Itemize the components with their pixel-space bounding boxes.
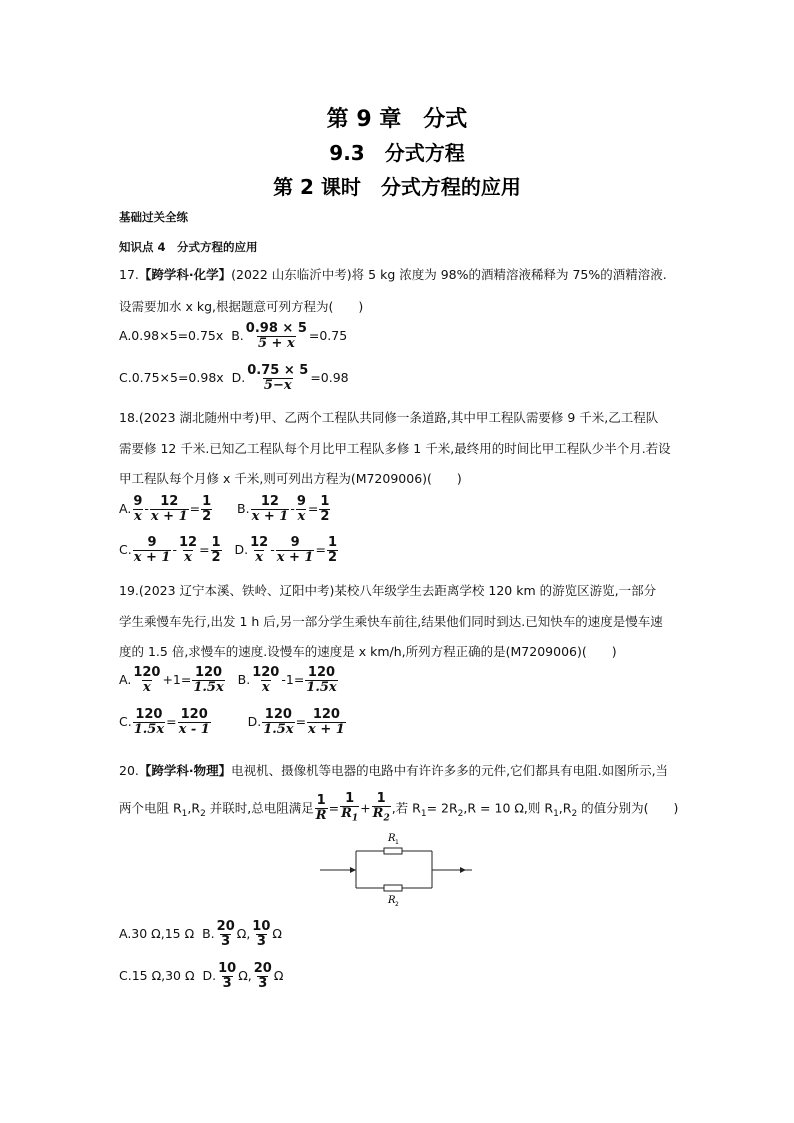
q20-b2-den: 3 [256, 934, 266, 949]
q18-a3-den: 2 [202, 509, 212, 524]
q20-b2-num: 10 [252, 919, 271, 934]
r2-label-sub: 2 [395, 901, 399, 908]
q18-b1-num: 12 [260, 494, 279, 509]
q19-b2-num: 120 [307, 665, 336, 680]
q19-a1-den: x [143, 680, 151, 695]
q17-option-a: A.0.98×5=0.75x [119, 328, 224, 343]
q20-b1-den: 3 [221, 934, 231, 949]
q20-sub1a: 1 [181, 808, 188, 819]
q18-b-frac1 [251, 495, 290, 524]
section-title: 9.3 分式方程 [329, 141, 465, 165]
q20-line1 [119, 763, 668, 779]
q20-text2g: ,R [558, 800, 572, 816]
practice-label: 基础过关全练 [119, 210, 188, 224]
q19-options-ab [119, 666, 339, 695]
q18-b1-den: x + 1 [251, 509, 289, 524]
q20-fr2-num: 1 [376, 791, 386, 806]
q19-a-frac2 [192, 666, 224, 695]
q17-d-rhs: =0.98 [310, 370, 349, 385]
q18-d-frac3 [327, 536, 338, 565]
q19-line3: 度的 1.5 倍,求慢车的速度.设慢车的速度是 x km/h,所列方程正确的是(M7209006)( ) [119, 644, 617, 659]
q20-text2c: 并联时,总电阻满足 [205, 800, 314, 816]
q20-b-frac2 [251, 920, 271, 949]
q17-option-d-label: D. [231, 370, 246, 385]
q18-option-b-label: B. [237, 501, 250, 516]
q20-text2b: ,R [187, 800, 201, 816]
q17-number: 17. [119, 267, 139, 282]
q19-d1-den: 1.5x [263, 722, 294, 737]
q19-c1-num: 120 [135, 707, 163, 722]
q18-d1-den: x [255, 550, 264, 565]
q18-c3-num: 1 [211, 535, 221, 550]
q18-c2-num: 12 [178, 535, 198, 550]
q17-option-b-fraction [245, 322, 308, 351]
q19-line2: 学生乘慢车先行,出发 1 h 后,另一部分学生乘快车前往,结果他们同时到达.已知快车的速度是慢车速 [119, 614, 663, 629]
q18-c1-num: 9 [147, 535, 157, 550]
lesson-title: 第 2 课时 分式方程的应用 [273, 175, 521, 199]
q20-d-frac1 [217, 962, 237, 991]
parallel-circuit-diagram [320, 827, 480, 909]
q19-option-d-label: D. [247, 714, 262, 729]
circuit-input-arrow [350, 867, 356, 873]
q18-d2-num: 9 [290, 535, 300, 550]
q20-eq: = [328, 800, 340, 816]
q18-a2-num: 12 [160, 494, 179, 509]
q18-b3-den: 2 [320, 509, 330, 524]
q20-frac-r2 [372, 792, 391, 826]
q17-option-d-fraction [246, 364, 309, 393]
q20-frac-total [315, 794, 328, 823]
q19-d2-num: 120 [312, 707, 340, 722]
q19-b-minus1: -1= [281, 672, 305, 687]
q20-text2h: 的值分别为( ) [577, 800, 679, 816]
q18-options-cd [119, 536, 339, 565]
q19-c2-num: 120 [180, 707, 208, 722]
q18-line1: 18.(2023 湖北随州中考)甲、乙两个工程队共同修一条道路,其中甲工程队需要修 9 千米,乙工程队 [119, 410, 659, 425]
q20-line2 [119, 792, 678, 826]
q18-d-minus: - [270, 542, 275, 557]
q18-option-c-label: C. [119, 542, 132, 557]
q20-text1: 电视机、摄像机等电器的电路中有许许多多的元件,它们都具有电阻.如图所示,当 [231, 763, 669, 778]
q20-ft-den: R [315, 808, 327, 824]
q18-a-frac2 [150, 495, 189, 524]
q18-line2: 需要修 12 千米.已知乙工程队每个月比甲工程队多修 1 千米,最终用的时间比甲工程队少半个月.若设 [119, 441, 671, 456]
q17-b-rhs: =0.75 [308, 328, 348, 343]
q18-d3-num: 1 [327, 535, 338, 550]
q18-a3-num: 1 [202, 494, 212, 509]
q19-a2-num: 120 [194, 665, 223, 680]
resistor-r1 [384, 848, 402, 854]
q19-b-frac2 [305, 666, 337, 695]
q18-c-frac2 [178, 536, 198, 565]
q19-c-frac2 [178, 708, 211, 737]
q19-c-frac1 [133, 708, 165, 737]
q20-ft-num: 1 [316, 793, 326, 809]
q20-option-d-label: D. [202, 968, 217, 983]
q19-d1-num: 120 [264, 707, 292, 722]
q19-d2-den: x + 1 [308, 722, 345, 737]
q18-c3-den: 2 [211, 550, 221, 565]
q18-c-minus: - [172, 542, 177, 557]
q20-plus: + [360, 800, 371, 816]
q19-c1-den: 1.5x [133, 722, 165, 737]
q18-option-d-label: D. [234, 542, 249, 557]
q19-option-b-label: B. [237, 672, 251, 687]
q20-fr1-r: R [341, 806, 352, 821]
q19-a1-num: 120 [133, 665, 161, 680]
q20-d-frac2 [253, 962, 273, 991]
q20-options-cd [119, 962, 283, 991]
q20-b-frac1 [216, 920, 236, 949]
q20-d-comma: , [247, 968, 252, 983]
q18-a1-num: 9 [133, 494, 143, 509]
q18-d2-den: x + 1 [276, 550, 314, 565]
q18-c-eq: = [199, 542, 210, 557]
q18-c1-den: x + 1 [133, 550, 171, 565]
q18-options-ab [119, 495, 331, 524]
chapter-title: 第 9 章 分式 [326, 107, 468, 132]
q17-options-ab [119, 322, 347, 351]
q20-sub2b: 2 [457, 808, 464, 819]
q18-d3-den: 2 [327, 550, 338, 565]
q20-fr1-den [340, 806, 359, 826]
q20-b-ohm2: Ω [272, 926, 282, 941]
q20-sub2a: 2 [200, 808, 206, 819]
q18-a-minus: - [144, 501, 149, 516]
resistor-r2 [384, 885, 402, 891]
q18-b2-num: 9 [296, 494, 306, 509]
q20-fr2-den [372, 806, 391, 826]
q20-d2-den: 3 [258, 976, 268, 991]
q18-a-frac1 [132, 495, 143, 524]
q20-option-b-label: B. [202, 926, 215, 941]
q20-d1-num: 10 [218, 961, 237, 976]
q20-fr2-sub: 2 [383, 813, 390, 824]
q18-c-frac1 [133, 536, 172, 565]
q20-b-ohm1: Ω [236, 926, 247, 941]
q20-b-comma: , [246, 926, 251, 941]
q18-a-eq: = [189, 501, 201, 516]
q19-b1-num: 120 [252, 665, 280, 680]
q19-a-plus1: +1= [162, 672, 192, 687]
q19-option-a-label: A. [119, 672, 132, 687]
q17-option-c: C.0.75×5=0.98x [119, 370, 224, 385]
q19-d-frac1 [262, 708, 294, 737]
q18-b-frac2 [296, 495, 307, 524]
q20-text2a: 两个电阻 R [119, 800, 182, 816]
q20-d-ohm1: Ω [238, 968, 248, 983]
q19-b1-den: x [261, 680, 270, 695]
q20-option-c: C.15 Ω,30 Ω [119, 968, 195, 983]
q18-d-frac1 [249, 536, 269, 565]
r1-label-sub: 1 [395, 839, 399, 846]
q19-options-cd [119, 708, 347, 737]
q19-a2-den: 1.5x [193, 680, 224, 695]
q20-frac-r1 [340, 792, 359, 826]
q18-a2-den: x + 1 [150, 509, 188, 524]
knowledge-point-label: 知识点 4 分式方程的应用 [119, 240, 258, 254]
q18-c-frac3 [211, 536, 222, 565]
q18-b3-num: 1 [320, 494, 330, 509]
q20-text2e: = 2R [426, 800, 458, 816]
q19-d-frac2 [307, 708, 346, 737]
q19-option-c-label: C. [119, 714, 132, 729]
q20-text2d: ,若 R [391, 800, 421, 816]
q17-option-b-label: B. [231, 328, 244, 343]
q20-fr1-sub: 1 [351, 813, 359, 824]
q17-line2: 设需要加水 x kg,根据题意可列方程为( ) [119, 299, 364, 314]
q18-d1-num: 12 [250, 535, 269, 550]
q20-text2f: ,R = 10 Ω,则 R [463, 800, 554, 816]
q18-a1-den: x [133, 509, 142, 524]
q18-d-eq: = [315, 542, 326, 557]
q19-a-frac1 [132, 666, 161, 695]
q17-text1: (2022 山东临沂中考)将 5 kg 浓度为 98%的酒精溶液稀释为 75%的酒精溶液. [231, 267, 667, 282]
q18-b-eq: = [307, 501, 319, 516]
q17-b-denominator: 5 + x [257, 336, 295, 351]
q17-options-cd [119, 364, 349, 393]
q17-d-denominator: 5−x [263, 378, 292, 393]
r1-label: R [388, 833, 396, 844]
circuit-output-arrow [460, 867, 466, 873]
q19-b2-den: 1.5x [306, 680, 337, 695]
q20-option-a: A.30 Ω,15 Ω [119, 926, 195, 941]
q17-line1 [119, 267, 667, 283]
q19-d-eq: = [295, 714, 307, 729]
q18-option-a-label: A. [119, 501, 132, 516]
q20-d2-num: 20 [253, 961, 272, 976]
q20-d1-den: 3 [222, 976, 232, 991]
q18-b-frac3 [319, 495, 330, 524]
q17-b-numerator: 0.98 × 5 [245, 321, 307, 336]
q19-b-frac1 [251, 666, 280, 695]
q20-sub2c: 2 [571, 808, 578, 819]
q17-d-numerator: 0.75 × 5 [247, 363, 309, 378]
q18-b-minus: - [290, 501, 295, 516]
q20-fr1-num: 1 [345, 791, 355, 806]
q20-d-ohm2: Ω [273, 968, 284, 983]
q18-b2-den: x [297, 509, 306, 524]
q20-sub1b: 1 [420, 808, 427, 819]
q19-c-eq: = [166, 714, 177, 729]
q20-fr2-r: R [372, 806, 384, 821]
q20-sub1c: 1 [553, 808, 559, 819]
r2-label: R [388, 895, 396, 906]
q20-number: 20. [119, 763, 139, 778]
q20-tag: 【跨学科·物理】 [138, 763, 232, 778]
q20-options-ab [119, 920, 282, 949]
q19-line1: 19.(2023 辽宁本溪、铁岭、辽阳中考)某校八年级学生去距离学校 120 km 的游览区游览,一部分 [119, 583, 657, 598]
q18-line3: 甲工程队每个月修 x 千米,则可列出方程为(M7209006)( ) [119, 471, 462, 486]
q18-a-frac3 [201, 495, 212, 524]
q18-d-frac2 [276, 536, 315, 565]
q17-tag: 【跨学科·化学】 [138, 267, 232, 282]
q18-c2-den: x [184, 550, 192, 565]
q20-b1-num: 20 [216, 919, 235, 934]
q19-c2-den: x - 1 [178, 722, 210, 737]
